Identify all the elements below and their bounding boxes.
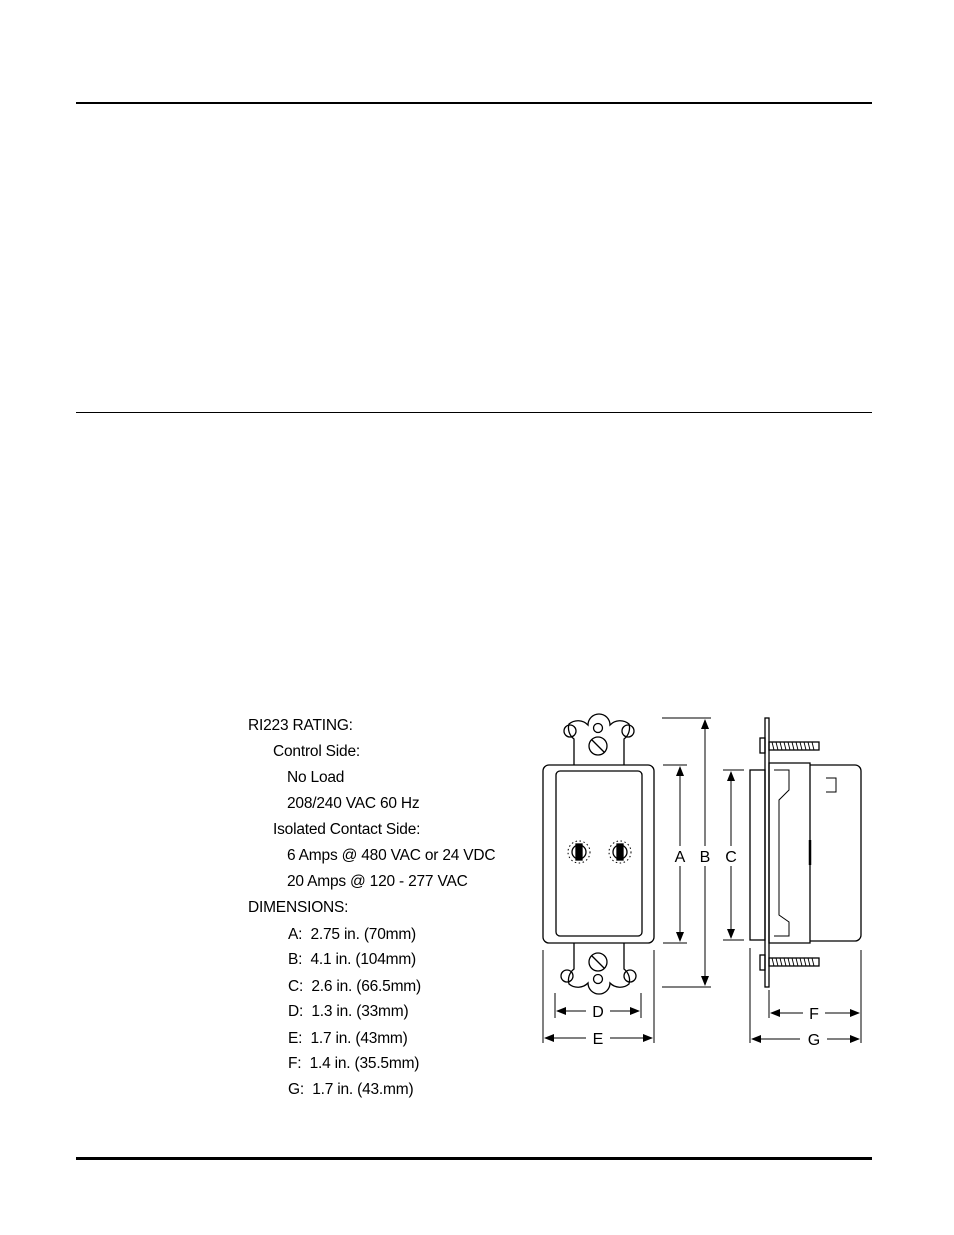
device-body <box>543 765 654 943</box>
dimension-key: D: <box>288 1003 304 1020</box>
dimension-label-g: G <box>807 1032 821 1049</box>
isolated-contact-value: 6 Amps @ 480 VAC or 24 VDC <box>287 847 496 864</box>
isolated-contact-label: Isolated Contact Side: <box>273 821 421 838</box>
control-side-value: 208/240 VAC 60 Hz <box>287 795 420 812</box>
dimension-item <box>288 979 421 995</box>
screw-icon <box>589 737 607 755</box>
dimension-label-d: D <box>592 1004 604 1021</box>
dimension-key: G: <box>288 1081 304 1098</box>
dimension-value: 2.6 in. (66.5mm) <box>311 978 421 995</box>
dimension-value: 4.1 in. (104mm) <box>310 951 417 968</box>
front-dimensions <box>543 718 711 1043</box>
middle-rule <box>76 412 872 413</box>
dimension-label-a: A <box>674 849 686 866</box>
dimension-key: F: <box>288 1055 302 1072</box>
rotary-dial-icon <box>568 841 590 863</box>
side-dimensions <box>723 770 861 1043</box>
control-side-value: No Load <box>287 769 345 786</box>
side-dimension-labels <box>725 849 820 1049</box>
rating-heading: RI223 RATING: <box>248 717 353 734</box>
dimension-item <box>288 952 416 968</box>
top-mounting-ear <box>568 714 629 765</box>
dimension-label-b: B <box>699 849 711 866</box>
device-face <box>556 771 642 936</box>
dimension-label-f: F <box>809 1006 819 1023</box>
dimension-key: B: <box>288 951 303 968</box>
dimension-value: 2.75 in. (70mm) <box>310 926 417 943</box>
dimension-value: 1.4 in. (35.5mm) <box>309 1055 420 1072</box>
dimension-item <box>288 927 416 943</box>
bottom-mounting-ear <box>568 943 629 994</box>
side-view <box>750 718 861 987</box>
dimension-key: E: <box>288 1030 303 1047</box>
screw-icon <box>589 953 607 971</box>
dimension-key: A: <box>288 926 303 943</box>
front-dimension-labels <box>592 849 710 1048</box>
front-view <box>543 714 654 994</box>
dimension-value: 1.7 in. (43mm) <box>310 1030 408 1047</box>
dimension-item <box>288 1004 408 1020</box>
dimension-key: C: <box>288 978 304 995</box>
dimension-item <box>288 1056 419 1072</box>
control-side-label: Control Side: <box>273 743 361 760</box>
bottom-rule <box>76 1157 872 1160</box>
dimension-value: 1.3 in. (33mm) <box>311 1003 409 1020</box>
dimension-label-e: E <box>592 1031 604 1048</box>
dimension-item <box>288 1082 413 1098</box>
isolated-contact-value: 20 Amps @ 120 - 277 VAC <box>287 873 468 890</box>
dimension-label-c: C <box>725 849 737 866</box>
dimension-item <box>288 1031 408 1047</box>
dimension-value: 1.7 in. (43.mm) <box>312 1081 414 1098</box>
dimensions-heading: DIMENSIONS: <box>248 899 349 916</box>
side-face <box>750 770 765 940</box>
top-rule <box>76 102 872 104</box>
device-dimension-drawing <box>530 706 870 1056</box>
rotary-dial-icon <box>609 841 631 863</box>
